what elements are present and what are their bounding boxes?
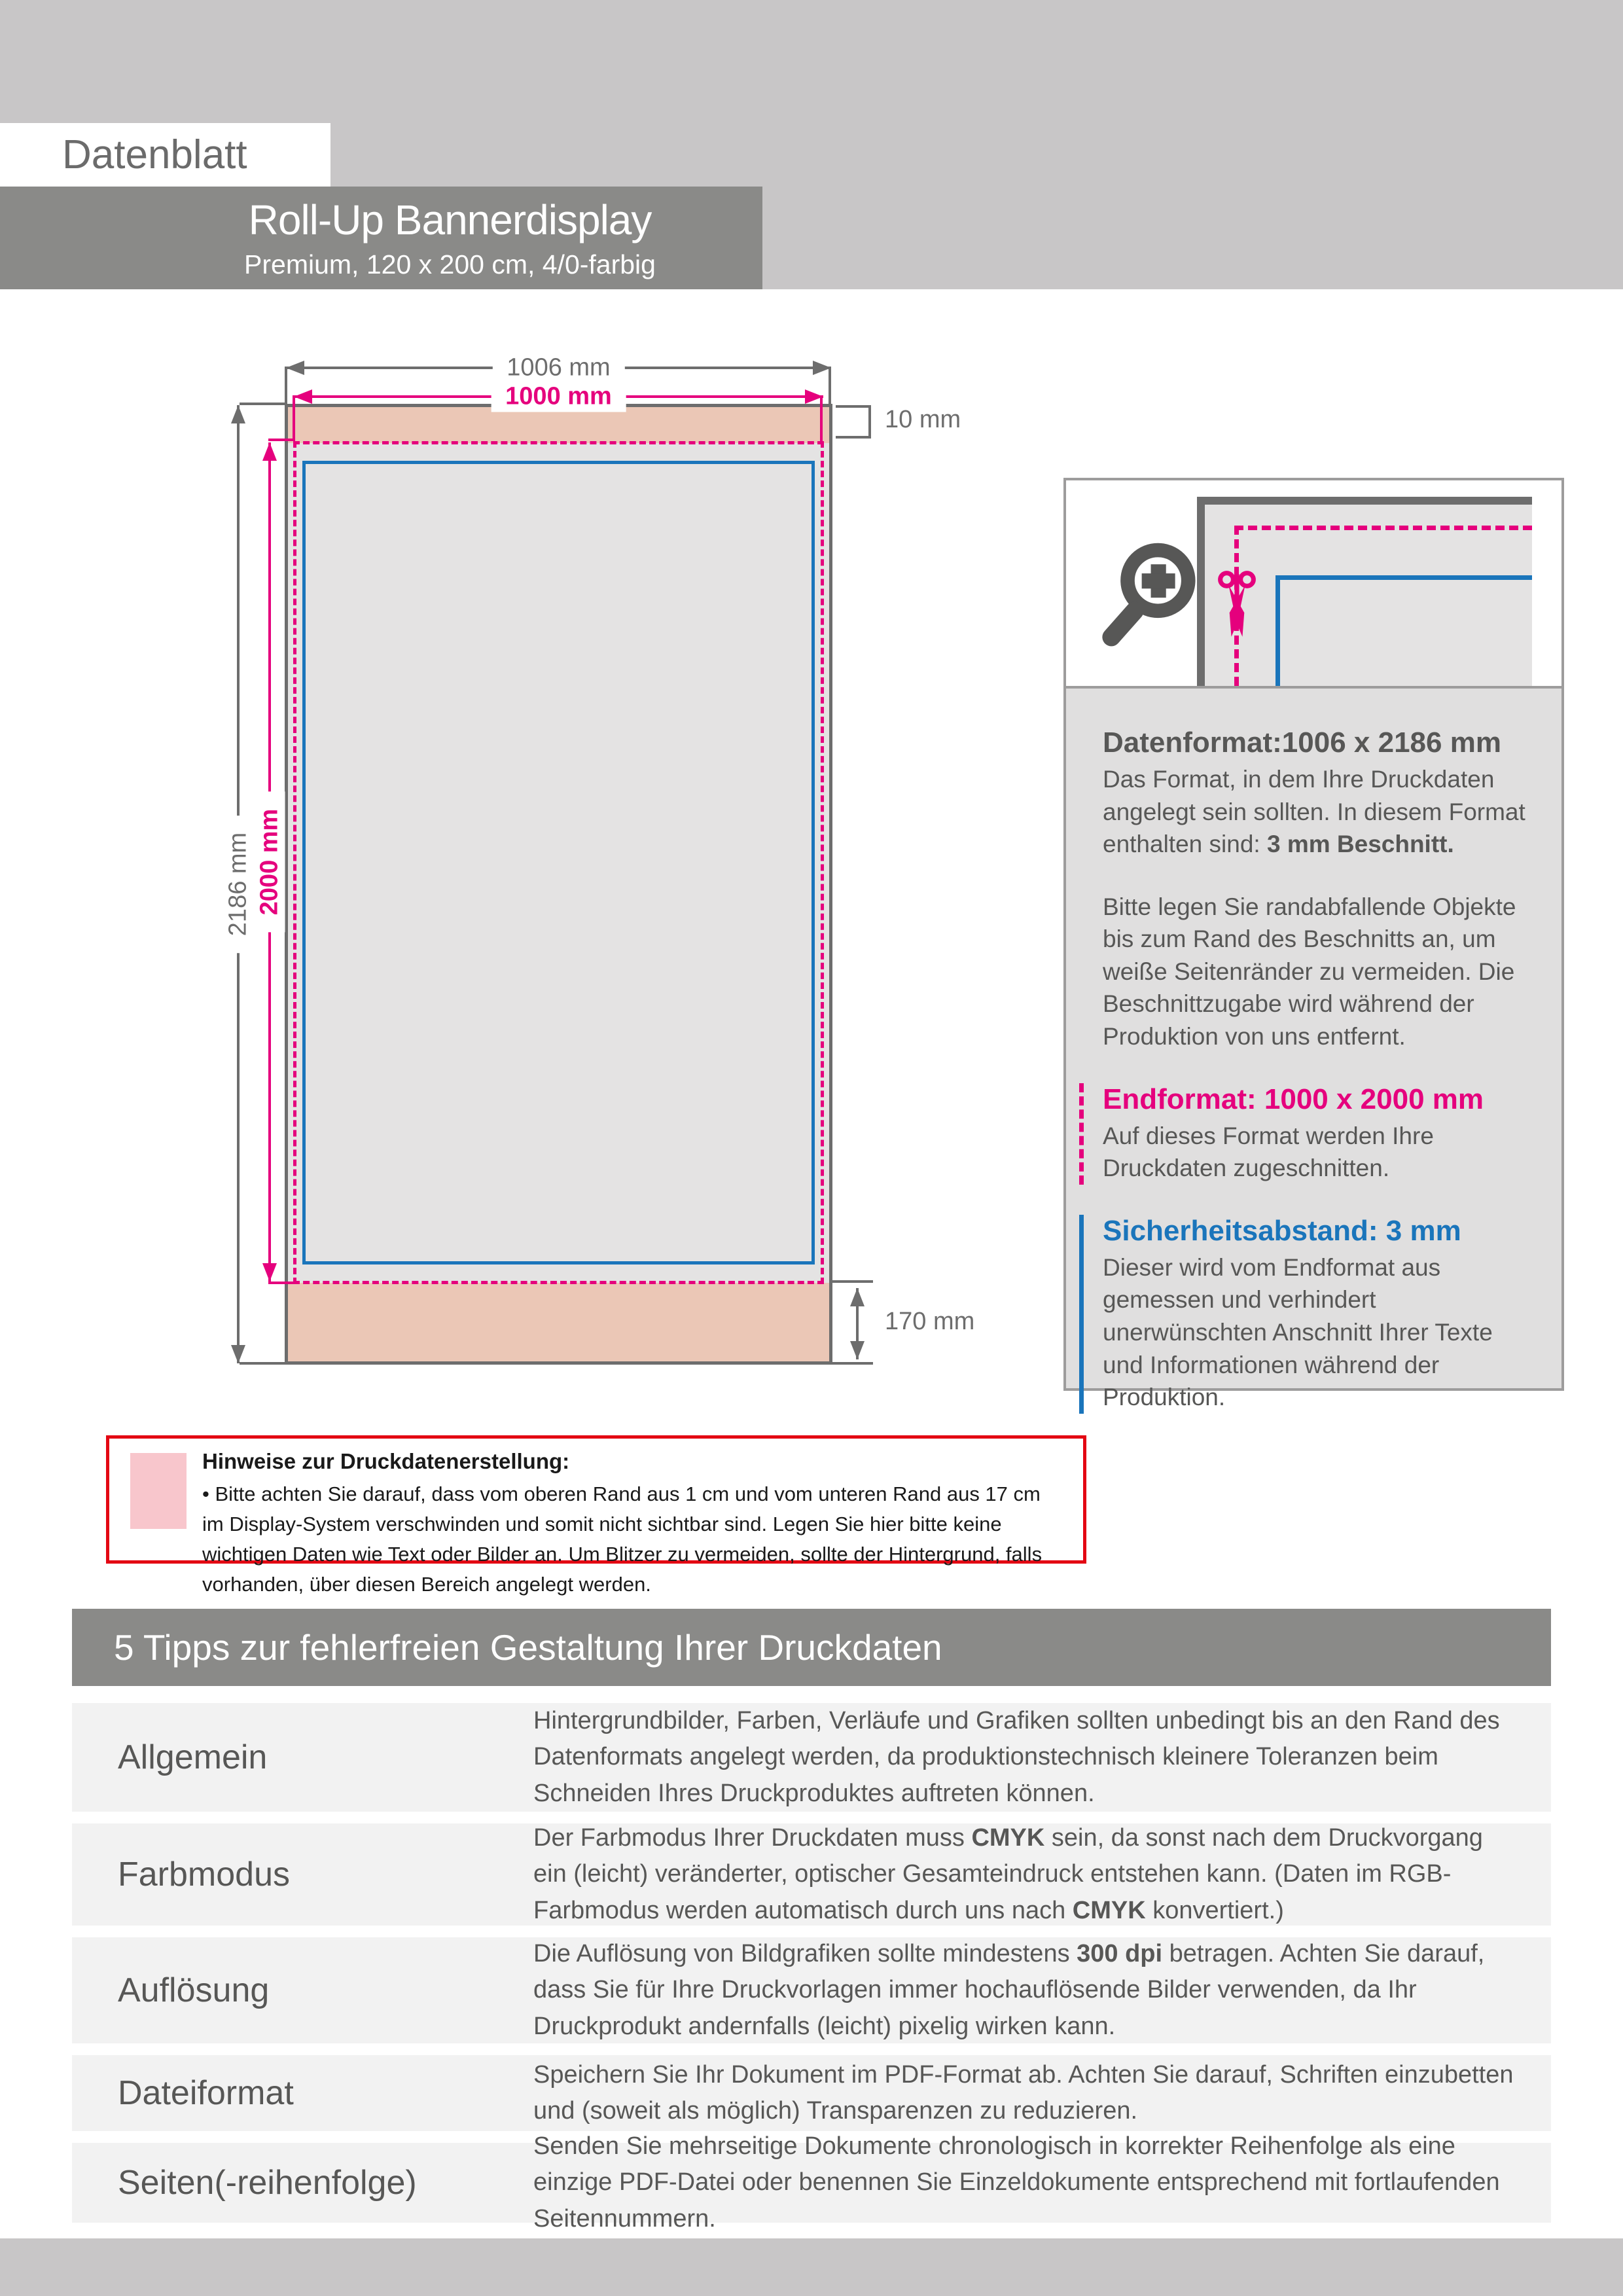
bleed-color-swatch (130, 1453, 187, 1529)
page-subtitle: Premium, 120 x 200 cm, 4/0-farbig (244, 249, 656, 279)
title-bar (0, 187, 762, 289)
tip-text: Hintergrundbilder, Farben, Verläufe und Grafiken sollten unbedingt bis an den Rand des Datenformats angelegt werden, da produktionstechnisch kleinere Toleranzen beim Schneiden Ihres Druckproduktes auftreten können. (533, 1707, 1500, 1807)
tips-header-label: 5 Tipps zur fehlerfreien Gestaltung Ihrer Druckdaten (114, 1627, 942, 1668)
corner-detail (1197, 497, 1532, 686)
extension-line (240, 403, 285, 405)
endformat-body: Auf dieses Format werden Ihre Druckdaten zugeschnitten. (1103, 1122, 1434, 1182)
eyebrow-box (0, 123, 330, 187)
corner-safety-line (1275, 575, 1532, 686)
endformat-heading: Endformat: 1000 x 2000 mm (1103, 1083, 1484, 1115)
info-panel (1063, 686, 1564, 1411)
trim-width-dimension (294, 382, 823, 410)
trim-height-label: 2000 mm (255, 792, 285, 933)
tip-label: Auflösung (118, 1971, 270, 2009)
outer-width-label: 1006 mm (492, 353, 624, 384)
zoom-plus-icon (1097, 538, 1202, 649)
tip-label: Farbmodus (118, 1856, 290, 1893)
outer-height-dimension (224, 405, 252, 1363)
endformat-key-line (1079, 1083, 1084, 1185)
tip-label: Dateiformat (118, 2074, 294, 2112)
top-bleed-dimension: 10 mm (885, 406, 961, 433)
safety-outline (302, 461, 815, 1265)
note-box (106, 1435, 1086, 1596)
trim-height-dimension (255, 442, 283, 1282)
outer-width-dimension (286, 353, 831, 382)
datenformat-body-2: Bitte legen Sie randabfallende Objekte bis zum Rand des Beschnitts an, um weiße Seitenränder zu vermeiden. Die Beschnittzugabe wird während der Produktion von uns entfernt. (1103, 893, 1516, 1050)
tips-row-dateiformat (72, 2055, 1551, 2131)
tip-text: Senden Sie mehrseitige Dokumente chronologisch in korrekter Reihenfolge als eine einzige PDF-Datei oder benennen Sie Einzeldokumente entsprechend mit fortlaufenden Seitennummern. (533, 2132, 1500, 2233)
tips-row-allgemein (72, 1703, 1551, 1812)
endformat-section (1103, 1083, 1534, 1185)
bleed-area-bottom (288, 1283, 829, 1361)
extension-line (820, 395, 823, 441)
extension-line (829, 367, 831, 404)
footer-band (0, 2238, 1623, 2296)
bottom-zone-dimension-line (856, 1288, 859, 1359)
extension-line (832, 1362, 873, 1365)
tip-text: Speichern Sie Ihr Dokument im PDF-Format ab. Achten Sie darauf, Schriften einzubetten und (soweit als möglich) Transparenzen zu reduzieren. (533, 2060, 1514, 2125)
extension-line (285, 367, 287, 404)
page-title: Roll-Up Bannerdisplay (248, 196, 652, 243)
scissors-icon (1217, 567, 1257, 642)
extension-line (293, 395, 295, 441)
top-bleed-bracket (836, 405, 871, 439)
tips-row-farbmodus (72, 1823, 1551, 1926)
extension-line (832, 1280, 873, 1283)
note-heading: Hinweise zur Druckdatenerstellung: (202, 1449, 570, 1473)
tip-label: Allgemein (118, 1738, 268, 1776)
tip-text: Die Auflösung von Bildgrafiken sollte mindestens 300 dpi betragen. Achten Sie darauf, dass Sie für Ihre Druckvorlagen immer hochauflösende Bilder verwenden, da Ihr Druckprodukt andernfalls (leicht) pixelig wirken kann. (533, 1940, 1485, 2040)
tips-header (72, 1609, 1551, 1686)
trim-width-label: 1000 mm (491, 382, 626, 412)
safety-key-line (1079, 1215, 1084, 1414)
datenformat-heading: Datenformat:1006 x 2186 mm (1103, 726, 1501, 759)
safety-body: Dieser wird vom Endformat aus gemessen und verhindert unerwünschten Anschnitt Ihrer Texte und Informationen während der Produktion. (1103, 1253, 1493, 1411)
eyebrow-label: Datenblatt (62, 132, 247, 177)
note-body: • Bitte achten Sie darauf, dass vom oberen Rand aus 1 cm und vom unteren Rand aus 17 cm im Display-System verschwinden und somit nicht sichtbar sind. Legen Sie hier bitte keine wichtigen Daten wie Text oder Bilder an. Um Blitzer zu vermeiden, sollte der Hintergrund, falls vorhanden, über diesen Bereich angelegt werden. (202, 1482, 1043, 1596)
safety-section (1103, 1215, 1534, 1414)
safety-heading: Sicherheitsabstand: 3 mm (1103, 1214, 1461, 1247)
bottom-zone-dimension: 170 mm (885, 1308, 975, 1335)
banner-diagram (285, 404, 832, 1365)
datenformat-body-1: Das Format, in dem Ihre Druckdaten angelegt sein sollten. In diesem Format enthalten sind: 3 mm Beschnitt. (1103, 766, 1525, 858)
extension-line (268, 1282, 294, 1284)
tips-row-aufloesung (72, 1937, 1551, 2043)
tip-label: Seiten(-reihenfolge) (118, 2164, 417, 2202)
extension-line (240, 1362, 285, 1365)
outer-height-label: 2186 mm (223, 816, 254, 953)
extension-line (268, 439, 294, 441)
tip-text: Der Farbmodus Ihrer Druckdaten muss CMYK sein, da sonst nach dem Druckvorgang ein (leicht) veränderter, optischer Gesamteindruck entstehen kann. (Daten im RGB-Farbmodus werden automatisch durch uns nach CMYK konvertiert.) (533, 1824, 1483, 1924)
bleed-area-top (288, 407, 829, 443)
tips-row-seitenreihenfolge (72, 2132, 1551, 2233)
detail-box (1063, 478, 1564, 689)
